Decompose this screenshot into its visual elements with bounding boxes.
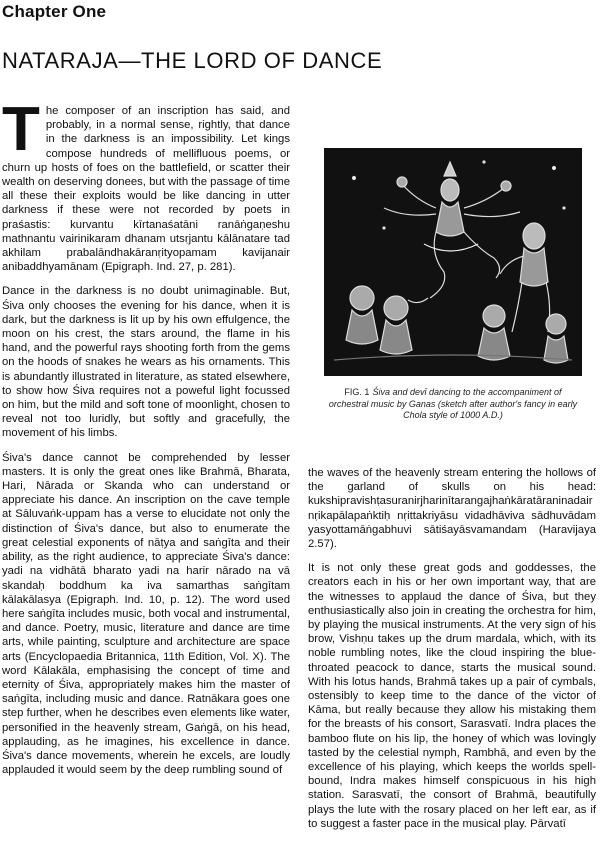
dancing-figures-sketch (324, 148, 582, 376)
right-paragraph-2: It is not only these great gods and goddesses, the creators each in his or her own important way, that are the witnesses to applaud the dance of Śiva, but they enthusiastically also join in creating the orchestra for him, by playing the musical instruments. At the very sign of his brow, Vishṇu takes up the drum mardala, which, with its noble rumbling notes, like the cloud inspiring the blue-throated peacock to dance, starts the musical sound. With his lotus hands, Brahmā takes up a pair of cymbals, ostensibly to keep time to the dance of the victor of Kāma, but really because they allow his mistaking them for the breasts of his consort, Sarasvatī. Indra places the bamboo flute on his lip, the honey of which was lovingly tasted by the celestial nymph, Rambhā, and even by the excellence of his playing, which keeps the worlds spell-bound, Indra makes himself conspicuous in his high station. Sarasvatī, the consort of Brahmā, beautifully plays the lute with the rosary placed on her left ear, as if to suggest a faster pace in the musical play. Pārvatī (308, 562, 596, 830)
paragraph-1-text: he composer of an inscription has said, and probably, in a normal sense, rightly, that dance in the darkness is an impossibility. Let kings compose hundreds of mellifluous poems, or churn up hosts of foes on the battlefield, or scatter their wealth on deserving donees, but with the passage of time all these their exploits would be like dancing in utter darkness if these were not recorded by poets in praśastis: kurvantu kīrtanaśatāni ranāṅgaṇeshu mathnantu vairinikaram dhanam utsṛjantu kālānatare tad akhilam prabalāndhakāranṛityopamam kavijanair anibaddhyamānam (Epigraph. Ind. 27, p. 281). (2, 105, 290, 274)
figure-caption (324, 387, 582, 422)
left-column (2, 95, 290, 787)
paragraph-2: Dance in the darkness is no doubt unimaginable. But, Śiva only chooses the evening for his dance, when it is dark, but the darkness is lit up by his own effulgence, the moon on his crest, the stars around, the flame in his hand, and the powerful rays shooting forth from the gems on the hoods of snakes he wears as his ornaments. This is abundantly illustrated in literature, as stated elsewhere, to show how Śiva requires not a poweful light focussed on him, but the mild and soft tone of moonlight, chosen to reveal not too luridly, but softly and gracefully, the movement of his limbs. (2, 285, 290, 440)
drop-cap: T (2, 95, 40, 164)
figure-label: FIG. 1 (344, 387, 370, 397)
page-title: NATARAJA—THE LORD OF DANCE (2, 48, 383, 73)
figure-caption-text: Śiva and devī dancing to the accompaniment of orchestral music by Ganas (sketch after author's fancy in early Chola style of 1000 A.D.) (328, 387, 578, 420)
right-column (308, 466, 596, 841)
chapter-label: Chapter One (2, 2, 107, 21)
paragraph-3: Śiva's dance cannot be comprehended by lesser masters. It is only the great ones like Brahmā, Bharata, Hari, Nārada or Skanda who can understand or appreciate his dance. An inscription on the cave temple at Sāluvaṅk-uppam has a verse to elucidate not only the distinction of Śiva's dance, but also to enumerate the great celestial exponents of nāṭya and saṅgīta and their ability, as the right audience, to appreciate Śiva's dance: yadi na vidhātā bharato yadi na harir nārado na vā skandaḥ boddhum ka iva samarthas saṅgītam kālakālasya (Epigraph. Ind. 10, p. 12). The word used here saṅgīta includes music, both vocal and instrumental, and dance. Poetry, music, literature and dance are time arts, while painting, sculpture and architecture are space arts (Encyclopaedia Britannica, 11th Edition, Vol. X). The word Kālakāla, emphasising the concept of time and eternity of Śiva, appropriately makes him the master of saṅgīta, including music and dance. Ratnākara goes one step further, when he describes even elements like water, personified in the heavenly stream, Gaṅgā, on his head, applauding, as he imagines, his excellence in dance. Śiva's dance movements, wherein he excels, are loudly applauded it would seem by the deep rumbling sound of (2, 451, 290, 777)
paragraph-1 (2, 95, 290, 274)
nataraja-illustration (324, 148, 582, 376)
right-paragraph-1: the waves of the heavenly stream entering the hollows of the garland of skulls on his head: kukshipravishṭasuranirjharinītarangajhaṅkāratāraninadair nṛikapālapaṅktiḥ nṛittakriyāsu vidadhāviva sādhuvādam yasyottamāṅgabhuvi sātiśayāsvamandam (Haravijaya 2.57). (308, 467, 596, 551)
